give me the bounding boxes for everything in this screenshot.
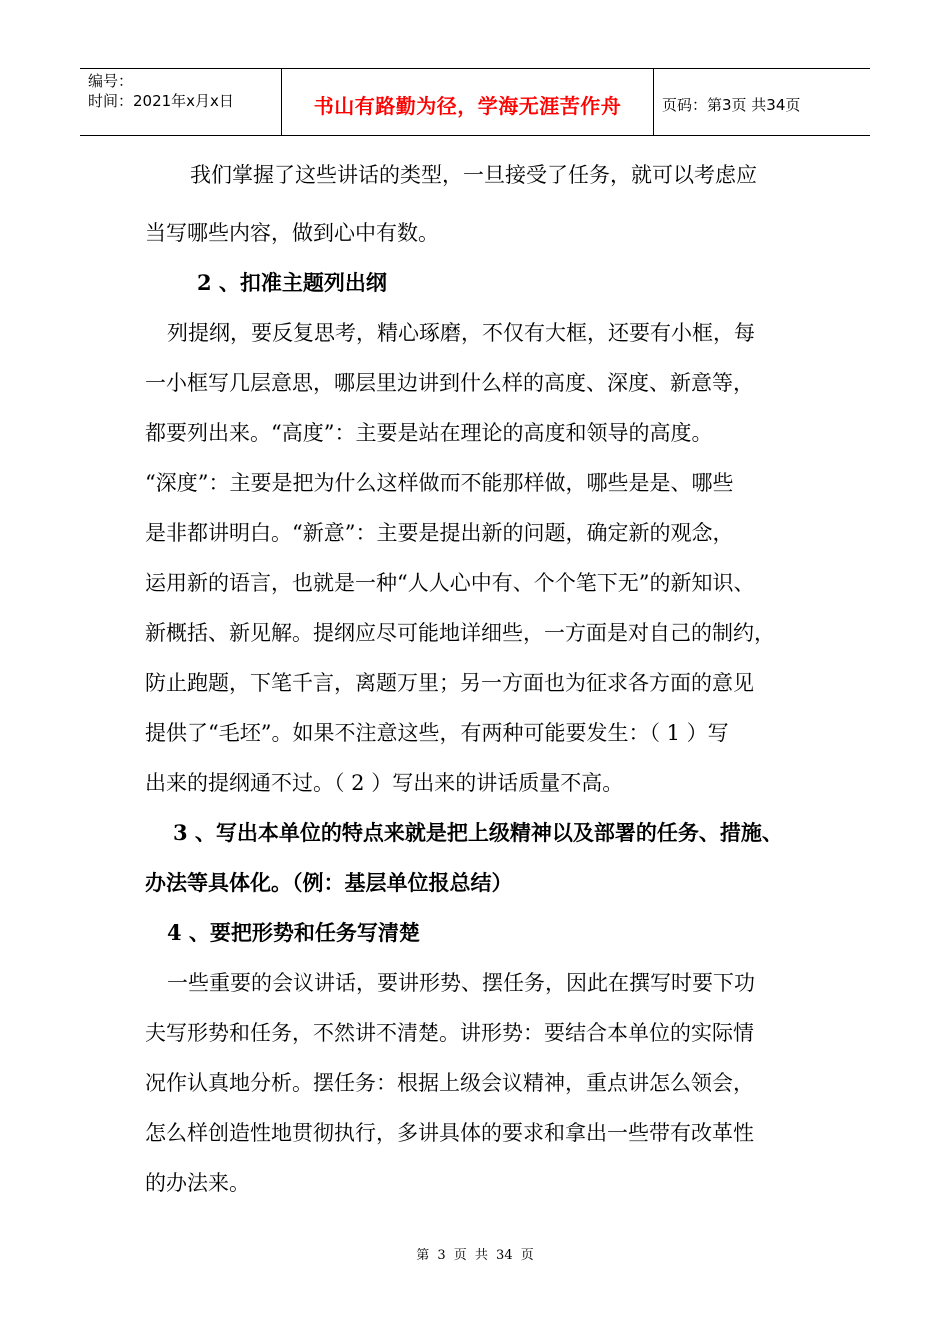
- header-motto: 书山有路勤为径，学海无涯苦作舟: [313, 93, 622, 118]
- paragraph-line: 一小框写几层意思，哪层里边讲到什么样的高度、深度、新意等，: [145, 371, 754, 395]
- paragraph-line: 提供了“毛坯”。如果不注意这些，有两种可能要发生：（ 1 ）写: [145, 721, 729, 745]
- section-heading-continued: 办法等具体化。（例：基层单位报总结）: [145, 870, 513, 895]
- section-heading: 2 、扣准主题列出纲: [197, 270, 387, 295]
- paragraph-line: 况作认真地分析。摆任务：根据上级会议精神，重点讲怎么领会，: [145, 1071, 754, 1095]
- paragraph-line: 当写哪些内容，做到心中有数。: [145, 221, 439, 245]
- page-header: [80, 68, 870, 136]
- header-page-info: 页码：第3页 共34页: [662, 95, 801, 114]
- paragraph-line: 运用新的语言，也就是一种“人人心中有、个个笔下无”的新知识、: [145, 571, 755, 595]
- paragraph-line: 一些重要的会议讲话，要讲形势、摆任务，因此在撰写时要下功: [167, 971, 755, 995]
- paragraph-line: 怎么样创造性地贯彻执行，多讲具体的要求和拿出一些带有改革性: [145, 1121, 754, 1145]
- paragraph-line: 列提纲，要反复思考，精心琢磨，不仅有大框，还要有小框，每: [167, 321, 755, 345]
- paragraph-line: 我们掌握了这些讲话的类型，一旦接受了任务，就可以考虑应: [190, 163, 757, 187]
- paragraph-line: 的办法来。: [145, 1171, 250, 1195]
- paragraph-line: 都要列出来。“高度”：主要是站在理论的高度和领导的高度。: [145, 421, 713, 445]
- paragraph-line: 是非都讲明白。“新意”：主要是提出新的问题，确定新的观念，: [145, 521, 734, 545]
- paragraph-line: “深度”：主要是把为什么这样做而不能那样做，哪些是是、哪些: [145, 471, 734, 495]
- document-number-label: 编号：: [88, 72, 134, 90]
- document-date-label: 时间：2021年x月x日: [88, 92, 234, 110]
- paragraph-line: 出来的提纲通不过。（ 2 ）写出来的讲话质量不高。: [145, 771, 624, 795]
- section-heading: 3 、写出本单位的特点来就是把上级精神以及部署的任务、措施、: [173, 820, 783, 845]
- header-left-cell: [80, 69, 282, 135]
- paragraph-line: 夫写形势和任务，不然讲不清楚。讲形势：要结合本单位的实际情: [145, 1021, 754, 1045]
- header-motto-cell: [282, 69, 654, 135]
- paragraph-line: 新概括、新见解。提纲应尽可能地详细些，一方面是对自己的制约，: [145, 621, 775, 645]
- page-footer: 第 3 页 共 34 页: [416, 1248, 534, 1263]
- paragraph-line: 防止跑题，下笔千言，离题万里；另一方面也为征求各方面的意见: [145, 671, 754, 695]
- header-page-cell: [654, 69, 870, 135]
- section-heading: 4 、要把形势和任务写清楚: [167, 920, 420, 945]
